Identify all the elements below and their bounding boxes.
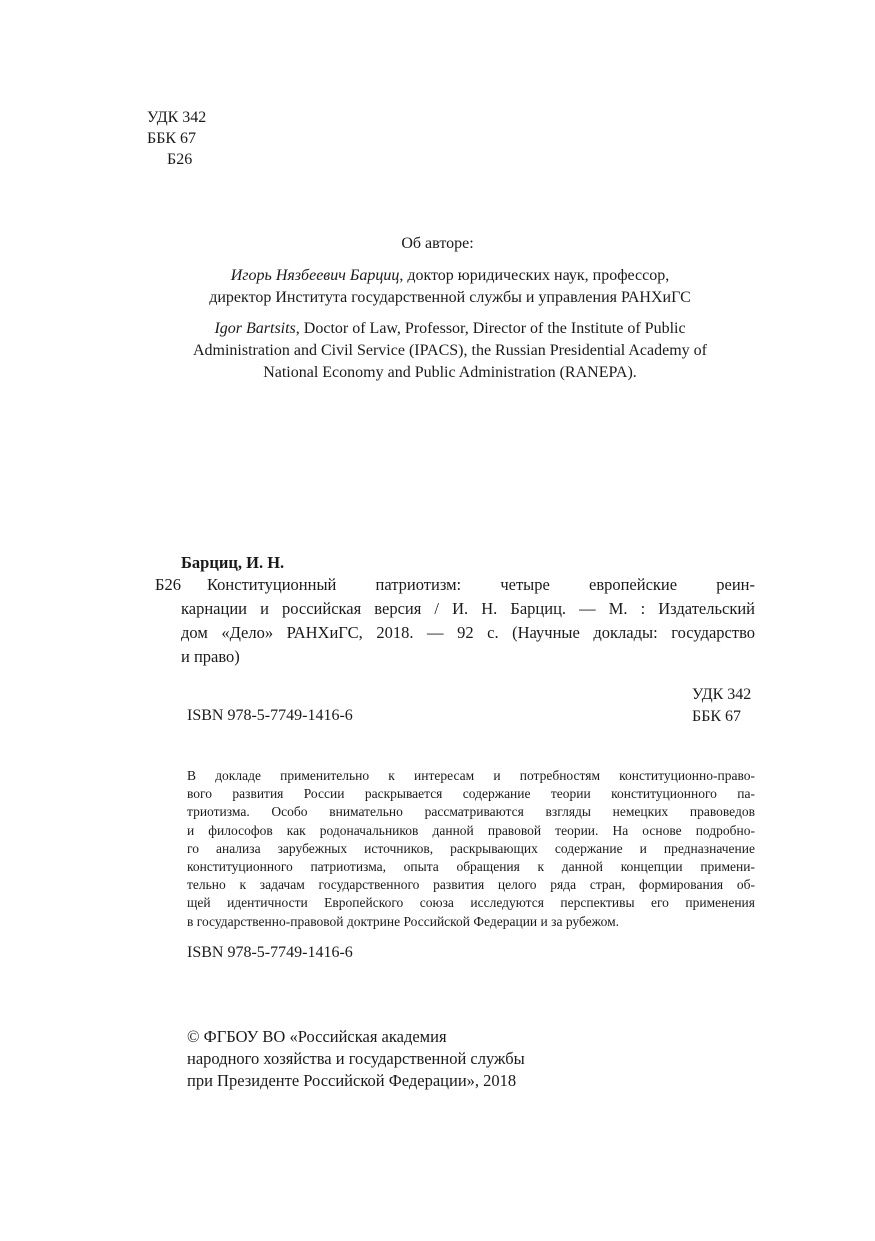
bib-line-2: карнации и российская версия / И. Н. Барциц. — М. : Издательский	[181, 599, 755, 618]
classification-bbk: ББК 67	[692, 708, 742, 725]
abstract-line: тельно к задачам государственного развития целого ряда стран, формирования об-	[187, 877, 755, 893]
abstract-line: и философов как родоначальников данной правовой теории. На основе подробно-	[187, 822, 755, 838]
author-name-en: Igor Bartsits	[214, 320, 296, 337]
abstract-line: в государственно-правовой доктрине Российской Федерации и за рубежом.	[187, 913, 620, 929]
author-credentials-en: , Doctor of Law, Professor, Director of the Institute of Public	[295, 320, 686, 337]
about-author-en	[0, 318, 875, 384]
header-author-mark: Б26	[167, 151, 193, 168]
bibliographic-author: Барциц, И. Н.	[181, 553, 285, 572]
header-bbk: ББК 67	[147, 130, 197, 147]
bib-line-1: Конституционный патриотизм: четыре европейские реин-	[207, 575, 755, 594]
about-author-ru	[0, 265, 875, 309]
bibliographic-description	[181, 573, 755, 669]
abstract	[187, 767, 755, 931]
isbn-primary: ISBN 978-5-7749-1416-6	[187, 707, 353, 724]
classification-udk: УДК 342	[692, 686, 752, 703]
author-position-ru: директор Института государственной службы и управления РАНХиГС	[209, 289, 691, 306]
author-name-ru: Игорь Нязбеевич Барциц	[230, 267, 400, 284]
abstract-line: триотизма. Особо внимательно рассматриваются взгляды немецких правоведов	[187, 804, 755, 820]
abstract-line: го анализа зарубежных источников, раскрывающих содержание и предназначение	[187, 840, 755, 856]
author-position-en-3: National Economy and Public Administration (RANEPA).	[263, 364, 637, 381]
copyright-line: при Президенте Российской Федерации», 2018	[187, 1071, 517, 1090]
header-classification-codes	[147, 107, 206, 170]
copyright-line: народного хозяйства и государственной службы	[187, 1049, 525, 1068]
header-udk: УДК 342	[147, 109, 207, 126]
author-credentials-ru: , доктор юридических наук, профессор,	[399, 267, 670, 284]
about-author-title: Об авторе:	[401, 235, 474, 252]
isbn-secondary: ISBN 978-5-7749-1416-6	[187, 944, 353, 961]
bibliographic-code: Б26	[155, 575, 181, 594]
bib-line-4: и право)	[181, 647, 240, 666]
abstract-line: В докладе применительно к интересам и потребностям конституционно-право-	[187, 768, 755, 783]
author-position-en-2: Administration and Civil Service (IPACS), the Russian Presidential Academy of	[192, 342, 707, 359]
copyright-notice	[187, 1026, 525, 1092]
bib-line-3: дом «Дело» РАНХиГС, 2018. — 92 с. (Научные доклады: государство	[181, 623, 755, 642]
classification-codes	[692, 684, 751, 728]
abstract-line: щей идентичности Европейского союза исследуются перспективы его применения	[187, 895, 755, 911]
abstract-line: вого развития России раскрывается содержание теории конституционного па-	[187, 786, 755, 802]
abstract-line: конституционного патриотизма, опыта обращения к данной концепции примени-	[187, 859, 755, 875]
copyright-line: © ФГБОУ ВО «Российская академия	[187, 1027, 447, 1046]
